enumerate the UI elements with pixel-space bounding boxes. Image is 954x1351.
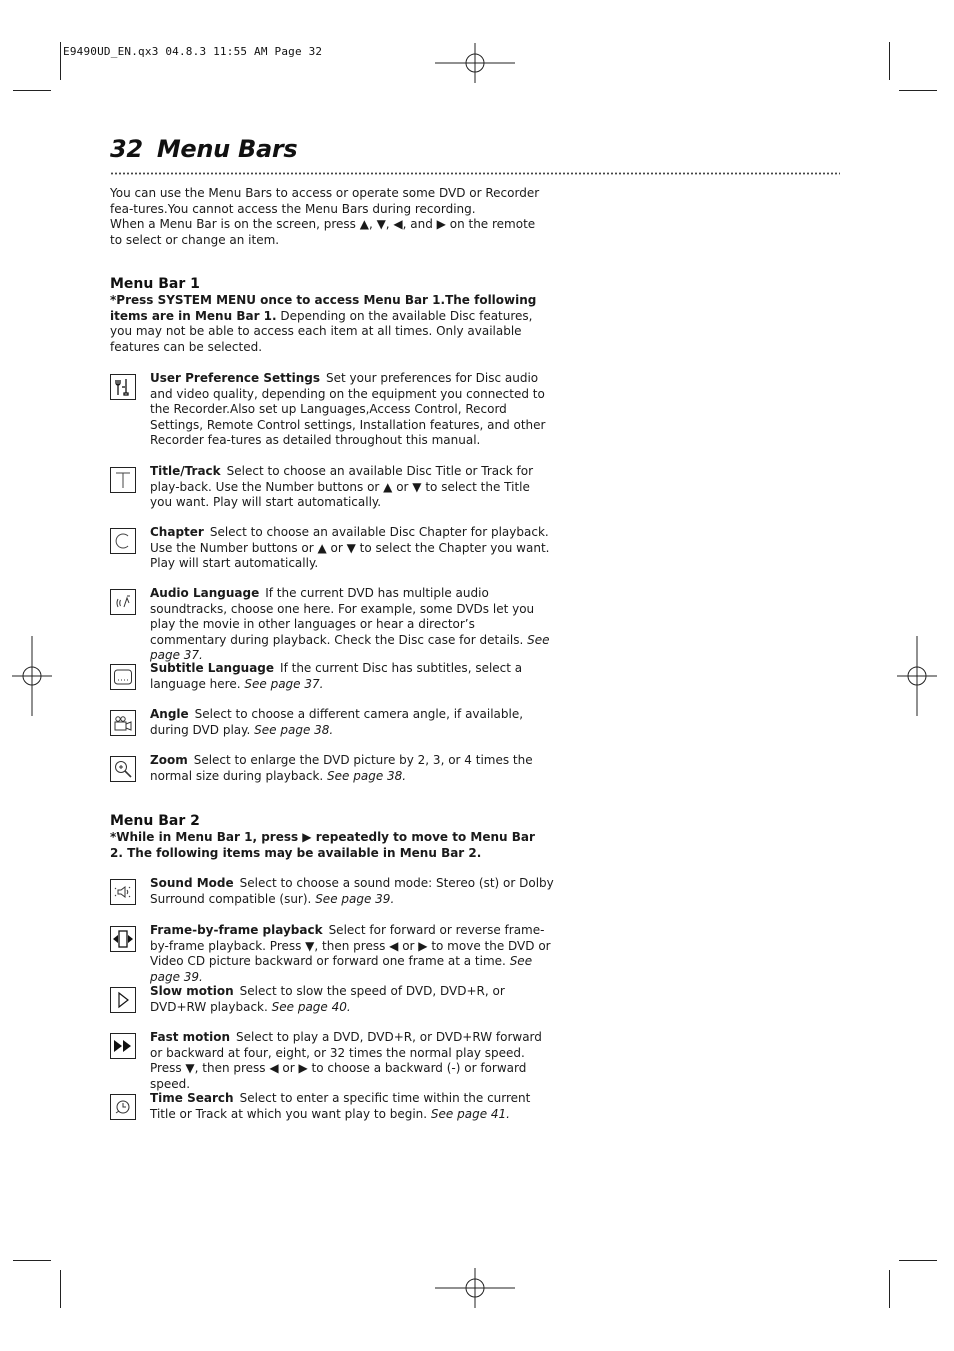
item-name: Fast motion: [150, 1030, 231, 1044]
item-description: Set your preferences for Disc audio and video quality, depending on the equipment you connected to the Recorder.Also set up Languages,Access Control, Record Settings, Remote Control settings, Installation features, and other Recorder fea-tures as detailed throughout this manual.: [150, 371, 546, 447]
intro-paragraph-1: You can use the Menu Bars to access or operate some DVD or Recorder fea-tures.You cannot access the Menu Bars during recording.: [110, 186, 540, 216]
print-slug: E9490UD_EN.qx3 04.8.3 11:55 AM Page 32: [63, 45, 323, 58]
item-description: Select to choose a different camera angle, if available, during DVD play.: [150, 707, 524, 737]
item-description: Select to enter a specific time within the current Title or Track at which you want play to begin.: [150, 1091, 531, 1121]
zoom-magnifier-icon: [110, 756, 136, 782]
item-text: [150, 1030, 555, 1092]
crop-mark: [13, 90, 51, 91]
registration-mark-top: [435, 43, 515, 83]
item-text: [150, 707, 555, 738]
page-reference: See page 40.: [271, 999, 351, 1014]
page-reference: See page 38.: [254, 722, 334, 737]
intro-paragraph-2: When a Menu Bar is on the screen, press ▲, ▼, ◀, and ▶ on the remote to select or change an item.: [110, 217, 536, 247]
crop-mark: [889, 42, 890, 80]
crop-mark: [899, 1260, 937, 1261]
item-name: Angle: [150, 707, 189, 721]
item-text: [150, 586, 555, 664]
item-name: User Preference Settings: [150, 371, 321, 385]
title-t-icon: [110, 467, 136, 493]
item-text: [150, 923, 555, 985]
item-description: Select to choose a sound mode: Stereo (st) or Dolby Surround compatible (sur).: [150, 876, 554, 906]
item-name: Title/Track: [150, 464, 221, 478]
item-name: Audio Language: [150, 586, 260, 600]
item-description: If the current DVD has multiple audio soundtracks, choose one here. For example, some DVDs let you play the movie in other languages or hear a director’s commentary during playback. Check the Disc case for details.: [150, 586, 535, 647]
item-name: Sound Mode: [150, 876, 234, 890]
registration-mark-left: [12, 636, 52, 716]
item-description: Select for forward or reverse frame-by-frame playback. Press ▼, then press ◀ or ▶ to move the DVD or Video CD picture backward or forward one frame at a time.: [150, 923, 551, 968]
registration-mark-bottom: [435, 1268, 515, 1308]
item-text: [150, 753, 555, 784]
item-description: Select to enlarge the DVD picture by 2, 3, or 4 times the normal size during playback.: [150, 753, 533, 783]
item-description: Select to choose an available Disc Chapter for playback. Use the Number buttons or ▲ or ▼ to select the Chapter you want. Play will start automatically.: [150, 525, 550, 570]
page-reference: See page 41.: [430, 1106, 510, 1121]
page-reference: See page 39.: [315, 891, 395, 906]
item-text: [150, 661, 555, 692]
menu-bar-2-heading: Menu Bar 2: [110, 813, 200, 829]
item-description: Select to choose an available Disc Title or Track for play-back. Use the Number buttons or ▲ or ▼ to select the Title you want. Play will start automatically.: [150, 464, 534, 509]
registration-mark-right: [897, 636, 937, 716]
item-description: Select to play a DVD, DVD+R, or DVD+RW forward or backward at four, eight, or 32 times the normal play speed. Press ▼, then press ◀ or ▶ to choose a backward (-) or forward speed.: [150, 1030, 542, 1091]
menu-bar-2-lead: [110, 830, 540, 861]
fast-forward-icon: [110, 1033, 136, 1059]
item-name: Slow motion: [150, 984, 234, 998]
sound-mode-speaker-icon: [110, 879, 136, 905]
dotted-rule: [110, 172, 840, 175]
page-reference: See page 37.: [150, 632, 550, 662]
item-name: Subtitle Language: [150, 661, 275, 675]
chapter-c-icon: [110, 528, 136, 554]
camera-angle-icon: [110, 710, 136, 736]
audio-language-icon: [110, 589, 136, 615]
page-number: 32: [110, 135, 143, 163]
item-text: [150, 984, 555, 1015]
item-text: [150, 464, 555, 511]
item-name: Zoom: [150, 753, 188, 767]
page-reference: See page 37.: [244, 676, 324, 691]
crop-mark: [889, 1270, 890, 1308]
slow-motion-icon: [110, 987, 136, 1013]
crop-mark: [899, 90, 937, 91]
page-reference: See page 39.: [150, 954, 533, 984]
page-title-text: Menu Bars: [156, 135, 298, 163]
menu-bar-2-lead-bold: *While in Menu Bar 1, press ▶ repeatedly to move to Menu Bar 2. The following items may be available in Menu Bar 2.: [110, 830, 535, 860]
subtitle-icon: [110, 664, 136, 690]
menu-bar-1-lead-bold: *Press SYSTEM MENU once to access Menu Bar 1.The following items are in Menu Bar 1.: [110, 293, 537, 323]
item-name: Time Search: [150, 1091, 234, 1105]
crop-mark: [13, 1260, 51, 1261]
item-text: [150, 1091, 555, 1122]
crop-mark: [60, 42, 61, 80]
settings-tools-icon: [110, 374, 136, 400]
frame-by-frame-icon: [110, 926, 136, 952]
item-description: Select to slow the speed of DVD, DVD+R, or DVD+RW playback.: [150, 984, 505, 1014]
menu-bar-1-lead: [110, 293, 555, 355]
crop-mark: [60, 1270, 61, 1308]
page-reference: See page 38.: [327, 768, 407, 783]
item-name: Frame-by-frame playback: [150, 923, 323, 937]
menu-bar-1-lead-rest: Depending on the available Disc features, you may not be able to access each item at all times. Only available features can be selected.: [110, 308, 533, 354]
item-description: If the current Disc has subtitles, select a language here.: [150, 661, 523, 691]
menu-bar-1-heading: Menu Bar 1: [110, 276, 200, 292]
item-name: Chapter: [150, 525, 204, 539]
item-text: [150, 876, 555, 907]
time-search-clock-icon: [110, 1094, 136, 1120]
item-text: [150, 525, 555, 572]
item-text: [150, 371, 555, 449]
page-title: [110, 135, 297, 163]
